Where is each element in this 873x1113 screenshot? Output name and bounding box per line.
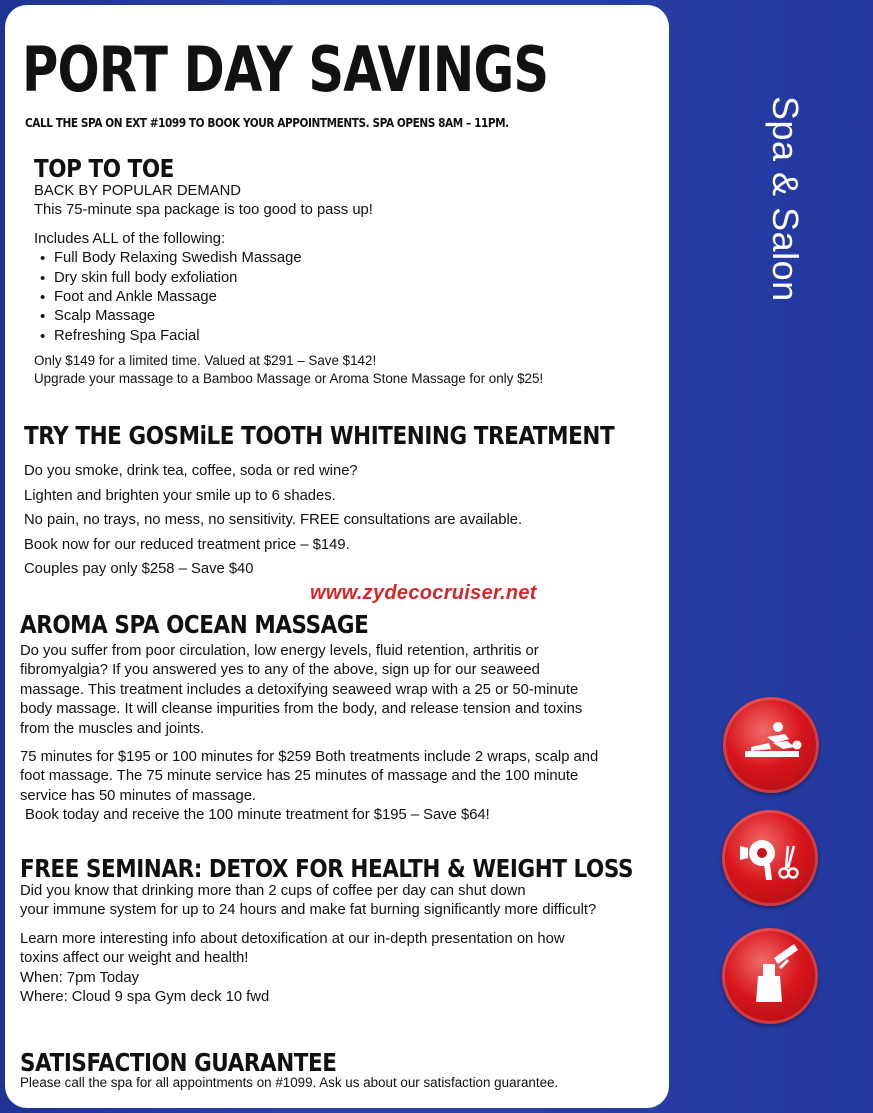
guarantee-title: SATISFACTION GUARANTEE — [20, 1048, 337, 1077]
massage-icon — [723, 697, 819, 793]
top-to-toe-title: TOP TO TOE — [34, 154, 174, 183]
aroma-title: AROMA SPA OCEAN MASSAGE — [20, 610, 369, 639]
aroma-block — [20, 642, 598, 826]
tooth-whitening-title: TRY THE GOSMiLE TOOTH WHITENING TREATMENT — [24, 421, 615, 450]
text-line: Learn more interesting info about detoxification at our in-depth presentation on how — [20, 930, 565, 947]
top-to-toe-subtitle: BACK BY POPULAR DEMAND — [34, 183, 241, 199]
text-line: from the muscles and joints. — [20, 720, 205, 737]
nail-polish-icon — [722, 928, 818, 1024]
seminar-when: When: 7pm Today — [20, 969, 139, 986]
tooth-line: Do you smoke, drink tea, coffee, soda or red wine? — [24, 463, 358, 479]
tooth-line: No pain, no trays, no mess, no sensitivity. FREE consultations are available. — [24, 512, 523, 528]
top-to-toe-list — [34, 249, 543, 346]
text-line: massage. This treatment includes a detoxifying seaweed wrap with a 25 or 50-minute — [20, 681, 579, 698]
text-line: your immune system for up to 24 hours and make fat burning significantly more difficult? — [20, 902, 597, 919]
top-to-toe-price: Only $149 for a limited time. Valued at $291 – Save $142! — [34, 353, 377, 369]
text-line: Do you suffer from poor circulation, low energy levels, fluid retention, arthritis or — [20, 643, 539, 659]
top-to-toe-intro: This 75-minute spa package is too good to pass up! — [34, 202, 373, 219]
seminar-title: FREE SEMINAR: DETOX FOR HEALTH & WEIGHT LOSS — [20, 854, 634, 883]
section-label-text: Spa & Salon — [765, 96, 806, 302]
list-item: • Refreshing Spa Facial — [34, 327, 543, 346]
aroma-p1 — [20, 642, 598, 739]
text-line: body massage. It will cleanse impurities from the body, and release tension and toxins — [20, 701, 583, 718]
list-item: • Scalp Massage — [34, 307, 543, 326]
text-line: toxins affect our weight and health! — [20, 950, 249, 967]
tooth-line: Book now for our reduced treatment price – $149. — [24, 536, 350, 553]
list-item: • Full Body Relaxing Swedish Massage — [34, 249, 543, 268]
top-to-toe-block — [34, 182, 543, 388]
seminar-where: Where: Cloud 9 spa Gym deck 10 fwd — [20, 989, 270, 1006]
guarantee-text: Please call the spa for all appointments on #1099. Ask us about our satisfaction guarantee. — [20, 1075, 559, 1090]
text-line: 75 minutes for $195 or 100 minutes for $259 Both treatments include 2 wraps, scalp and — [20, 749, 599, 766]
list-item: • Dry skin full body exfoliation — [34, 269, 543, 288]
hair-dryer-scissors-icon — [722, 810, 818, 906]
top-to-toe-includes: Includes ALL of the following: — [34, 230, 226, 247]
seminar-block — [20, 882, 596, 1007]
content-card — [5, 5, 669, 1108]
text-line: fibromyalgia? If you answered yes to any of the above, sign up for our seaweed — [20, 662, 540, 679]
section-label — [765, 96, 810, 346]
text-line: Did you know that drinking more than 2 cups of coffee per day can shut down — [20, 883, 526, 899]
text-line: foot massage. The 75 minute service has 25 minutes of massage and the 100 minute — [20, 768, 579, 785]
list-item: • Foot and Ankle Massage — [34, 288, 543, 307]
booking-info: CALL THE SPA ON EXT #1099 TO BOOK YOUR APPOINTMENTS. SPA OPENS 8AM – 11PM. — [25, 115, 509, 130]
aroma-p2 — [20, 748, 598, 806]
tooth-line: Couples pay only $258 – Save $40 — [24, 561, 254, 577]
text-line: service has 50 minutes of massage. — [20, 787, 257, 804]
page-title: PORT DAY SAVINGS — [22, 33, 549, 106]
tooth-line: Lighten and brighten your smile up to 6 shades. — [24, 487, 336, 504]
tooth-whitening-block — [24, 459, 522, 582]
aroma-offer: Book today and receive the 100 minute treatment for $195 – Save $64! — [25, 807, 490, 824]
top-to-toe-upgrade: Upgrade your massage to a Bamboo Massage or Aroma Stone Massage for only $25! — [34, 371, 544, 387]
watermark: www.zydecocruiser.net — [310, 582, 537, 604]
